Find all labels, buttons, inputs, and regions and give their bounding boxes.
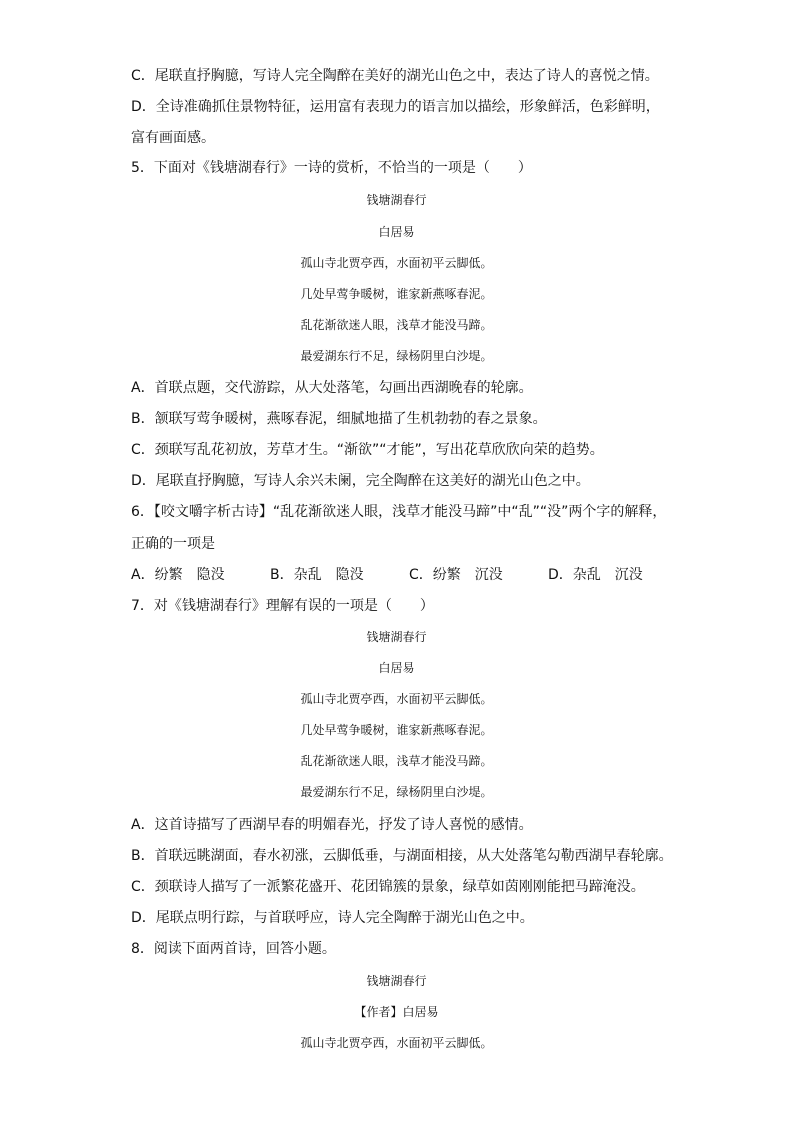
q7-poem-line: 几处早莺争暖树，谁家新燕啄春泥。	[300, 723, 493, 737]
q5-option-d: D．尾联直抒胸臆，写诗人余兴未阑，完全陶醉在这美好的湖光山色之中。	[131, 473, 590, 489]
q7-poem-author: 白居易	[378, 661, 415, 675]
prev-option-d-continued: 富有画面感。	[131, 130, 215, 146]
q5-option-a: A．首联点题，交代游踪，从大处落笔，勾画出西湖晚春的轮廓。	[131, 380, 533, 396]
q6-options-row	[131, 565, 643, 585]
prev-option-d: D．全诗准确抓住景物特征，运用富有表现力的语言加以描绘，形象鲜活，色彩鲜明，	[131, 99, 660, 115]
q8-poem-line: 孤山寺北贾亭西，水面初平云脚低。	[300, 1036, 493, 1050]
question-8-stem: 8．阅读下面两首诗，回答小题。	[131, 941, 336, 957]
q5-option-b: B．颔联写莺争暖树，燕啄春泥，细腻地描了生机勃勃的春之景象。	[131, 411, 547, 427]
q8-poem-title: 钱塘湖春行	[366, 974, 427, 988]
q5-poem-line: 孤山寺北贾亭西，水面初平云脚低。	[300, 256, 493, 270]
q6-option-c: C．纷繁 沉没	[409, 567, 503, 583]
q7-option-a: A．这首诗描写了西湖早春的明媚春光，抒发了诗人喜悦的感情。	[131, 817, 533, 833]
q5-option-c: C．颈联写乱花初放，芳草才生。“渐欲”“才能”，写出花草欣欣向荣的趋势。	[131, 442, 604, 458]
q5-poem-line: 几处早莺争暖树，谁家新燕啄春泥。	[300, 287, 493, 301]
question-6-stem: 6．【咬文嚼字析古诗】“乱花渐欲迷人眼，浅草才能没马蹄”中“乱”“没”两个字的解释，	[131, 504, 667, 520]
q5-poem-line: 乱花渐欲迷人眼，浅草才能没马蹄。	[300, 318, 493, 332]
question-6-stem-continued: 正确的一项是	[131, 536, 215, 552]
q6-option-a: A．纷繁 隐没	[131, 567, 225, 583]
q7-poem-line: 乱花渐欲迷人眼，浅草才能没马蹄。	[300, 754, 493, 768]
q5-poem-author: 白居易	[378, 225, 415, 239]
q6-option-b: B．杂乱 隐没	[270, 567, 364, 583]
q7-option-b: B．首联远眺湖面，春水初涨，云脚低垂，与湖面相接，从大处落笔勾勒西湖早春轮廓。	[131, 848, 673, 864]
question-7-stem: 7．对《钱塘湖春行》理解有误的一项是（ ）	[131, 598, 434, 614]
q7-option-c: C．颈联诗人描写了一派繁花盛开、花团锦簇的景象，绿草如茵刚刚能把马蹄淹没。	[131, 879, 645, 895]
q5-poem-line: 最爱湖东行不足，绿杨阴里白沙堤。	[300, 349, 493, 363]
prev-option-c: C．尾联直抒胸臆，写诗人完全陶醉在美好的湖光山色之中，表达了诗人的喜悦之情。	[131, 68, 659, 84]
q7-option-d: D．尾联点明行踪，与首联呼应，诗人完全陶醉于湖光山色之中。	[131, 910, 534, 926]
q5-poem-title: 钱塘湖春行	[366, 193, 427, 207]
q7-poem-line: 最爱湖东行不足，绿杨阴里白沙堤。	[300, 785, 493, 799]
q7-poem-title: 钱塘湖春行	[366, 630, 427, 644]
q6-option-d: D．杂乱 沉没	[548, 567, 643, 583]
q8-poem-author: 【作者】白居易	[354, 1005, 439, 1019]
question-5-stem: 5．下面对《钱塘湖春行》一诗的赏析，不恰当的一项是（ ）	[131, 160, 532, 176]
q7-poem-line: 孤山寺北贾亭西，水面初平云脚低。	[300, 692, 493, 706]
